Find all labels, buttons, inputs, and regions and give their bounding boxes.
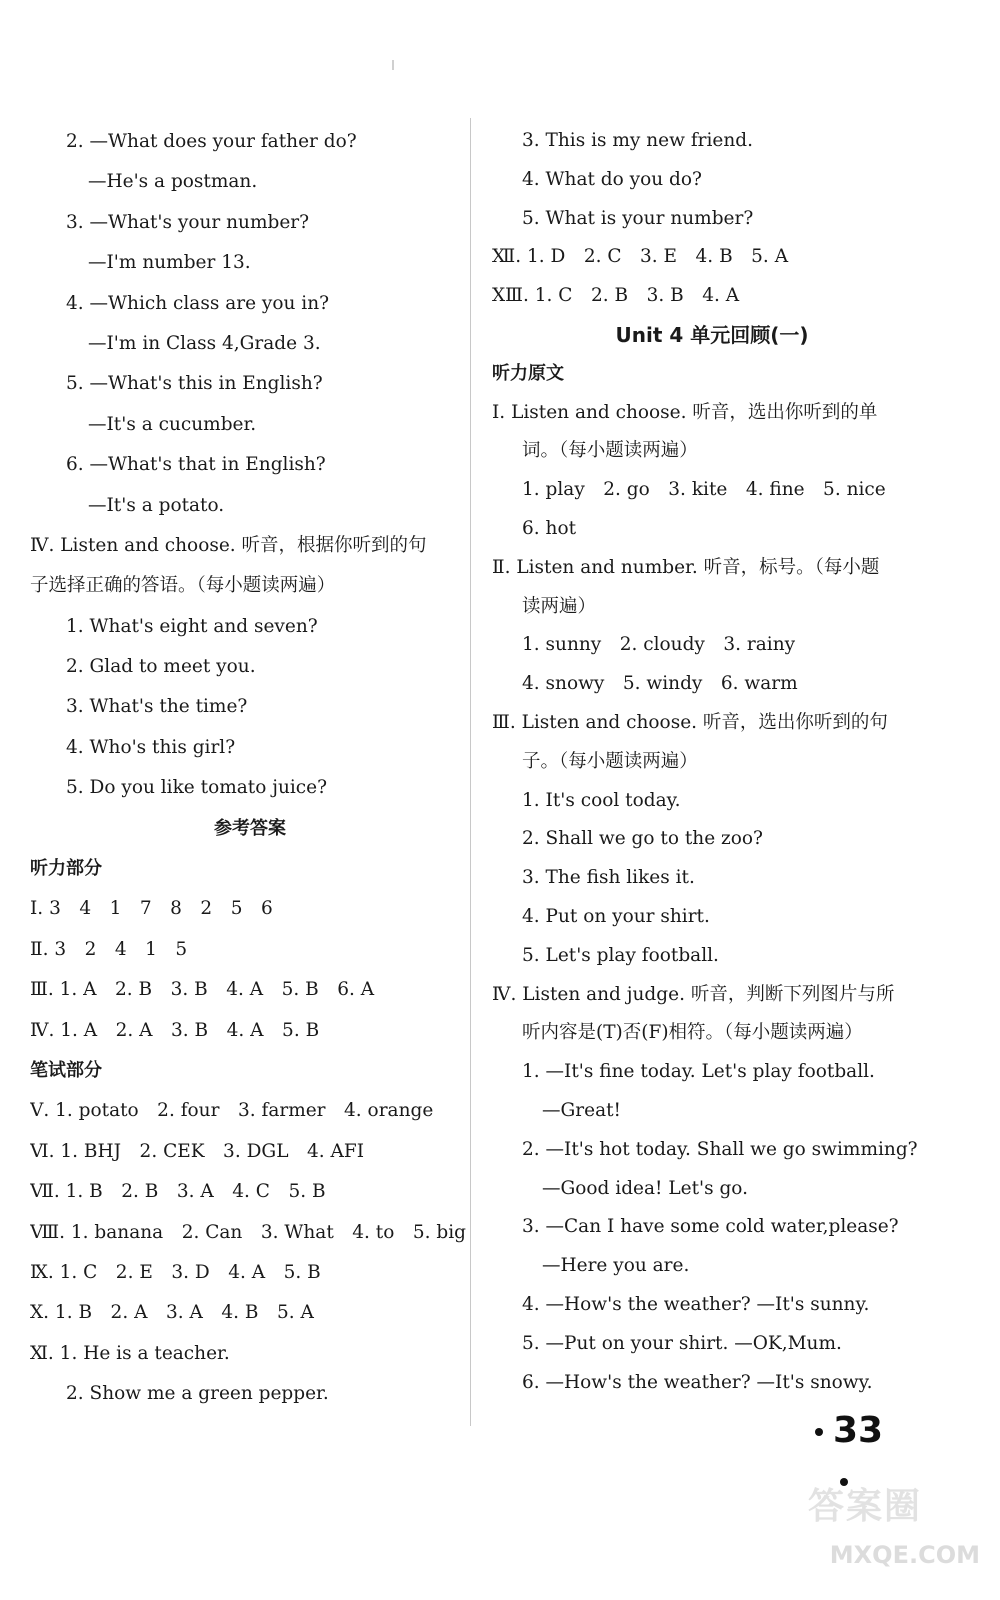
right-line: 听内容是(T)否(F)相符。（每小题读两遍） [522,1022,863,1044]
left-line: Ⅴ. 1. potato 2. four 3. farmer 4. orange [30,1100,434,1122]
right-line: 6. —How's the weather? —It's snowy. [522,1371,873,1393]
right-line: Ⅳ. Listen and judge. 听音，判断下列图片与所 [492,983,895,1005]
right-line: 2. Shall we go to the zoo? [522,828,763,850]
left-line: 4. —Which class are you in? [66,292,330,314]
left-column [30,122,470,1415]
right-line: 听力原文 [492,362,564,384]
right-line: 1. sunny 2. cloudy 3. rainy [522,634,796,656]
left-line: Ⅱ. 3 2 4 1 5 [30,938,188,960]
left-line: Ⅷ. 1. banana 2. Can 3. What 4. to 5. big [30,1221,466,1243]
right-line: 3. The fish likes it. [522,867,695,889]
right-line: 子。（每小题读两遍） [522,750,698,772]
left-line: Ⅲ. 1. A 2. B 3. B 4. A 5. B 6. A [30,979,375,1001]
right-line: 读两遍） [522,595,597,617]
right-column [492,122,932,1402]
left-line: 3. What's the time? [66,696,248,718]
scan-speck [392,60,394,70]
right-line: 6. hot [522,517,577,539]
page-number [798,1406,890,1456]
right-line: Ⅰ. Listen and choose. 听音，选出你听到的单 [492,401,878,423]
left-line: 子选择正确的答语。（每小题读两遍） [30,575,336,597]
right-line: 3. This is my new friend. [522,130,754,151]
left-line: 2. —What does your father do? [66,131,357,152]
column-divider [470,118,471,1426]
right-line: Ⅲ. Listen and choose. 听音，选出你听到的句 [492,711,888,733]
right-line: 词。（每小题读两遍） [522,440,698,462]
page-number-text: 33 [832,1410,884,1451]
left-line: Ⅹ. 1. B 2. A 3. A 4. B 5. A [30,1302,314,1324]
right-line: Ⅻ. 1. D 2. C 3. E 4. B 5. A [492,246,789,268]
left-line: Ⅰ. 3 4 1 7 8 2 5 6 [30,898,273,920]
right-line: —Here you are. [542,1255,690,1277]
right-line: 1. It's cool today. [522,789,681,811]
left-line: Ⅺ. 1. He is a teacher. [30,1342,230,1364]
left-line: 笔试部分 [30,1059,102,1081]
left-line: Ⅳ. Listen and choose. 听音，根据你听到的句 [30,534,427,556]
right-line: 1. —It's fine today. Let's play football. [522,1061,875,1083]
left-line: 3. —What's your number? [66,211,310,233]
bullet-dot [815,1428,823,1436]
left-line: —He's a postman. [88,171,258,193]
right-line: 4. —How's the weather? —It's sunny. [522,1293,870,1315]
left-line: 听力部分 [30,858,102,880]
right-line: 4. What do you do? [522,168,702,190]
left-line: 2. Show me a green pepper. [66,1383,329,1405]
left-line: —It's a potato. [88,494,225,516]
right-line: Ⅱ. Listen and number. 听音，标号。（每小题 [492,556,880,578]
right-line: —Great! [542,1099,621,1121]
right-line: 1. play 2. go 3. kite 4. fine 5. nice [522,479,886,501]
right-line: 5. What is your number? [522,207,754,229]
left-line: —I'm number 13. [88,252,251,274]
left-line: 1. What's eight and seven? [66,615,318,637]
right-line: 3. —Can I have some cold water,please? [522,1216,899,1238]
left-line: Ⅳ. 1. A 2. A 3. B 4. A 5. B [30,1019,320,1041]
left-line: Ⅵ. 1. BHJ 2. CEK 3. DGL 4. AFI [30,1140,365,1162]
right-line: —Good idea! Let's go. [542,1177,748,1199]
right-line: 4. snowy 5. windy 6. warm [522,673,798,695]
left-line: —It's a cucumber. [88,413,257,435]
left-line: Ⅶ. 1. B 2. B 3. A 4. C 5. B [30,1181,326,1203]
left-line: 5. Do you like tomato juice? [66,777,328,799]
watermark-url: MXQE.COM [829,1541,980,1569]
right-line: 5. —Put on your shirt. —OK,Mum. [522,1332,842,1354]
right-line: Unit 4 单元回顾(一) [615,322,809,347]
right-line: 5. Let's play football. [522,944,719,966]
right-line: 2. —It's hot today. Shall we go swimming? [522,1138,918,1160]
watermark-logo: 答案圈 [808,1486,923,1527]
left-line: 2. Glad to meet you. [66,656,256,678]
left-line: 参考答案 [214,817,286,839]
right-line: ⅩⅢ. 1. C 2. B 3. B 4. A [492,285,740,307]
left-line: 4. Who's this girl? [66,736,236,758]
left-line: 5. —What's this in English? [66,373,323,395]
left-line: 6. —What's that in English? [66,454,326,476]
right-line: 4. Put on your shirt. [522,905,710,927]
left-line: Ⅸ. 1. C 2. E 3. D 4. A 5. B [30,1261,321,1283]
left-line: —I'm in Class 4,Grade 3. [88,332,321,354]
